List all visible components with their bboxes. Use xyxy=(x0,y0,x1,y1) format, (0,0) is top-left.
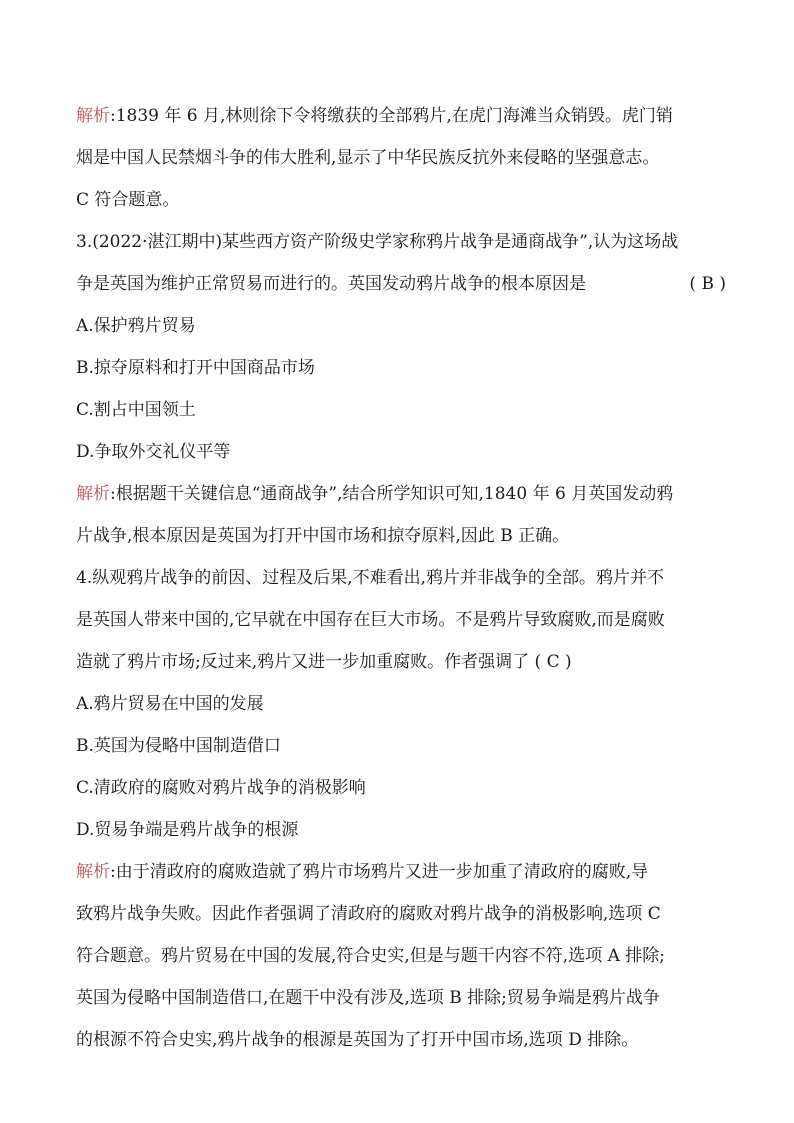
q3-stem-line-2: 争是英国为维护正常贸易而进行的。英国发动鸦片战争的根本原因是 ( B ) xyxy=(76,274,726,294)
q4-analysis-line-5: 的根源不符合史实,鸦片战争的根源是英国为了打开中国市场,选项 D 排除。 xyxy=(76,1030,639,1050)
q3-option-b: B.掠夺原料和打开中国商品市场 xyxy=(76,358,315,378)
q4-option-c: C.清政府的腐败对鸦片战争的消极影响 xyxy=(76,778,366,798)
q4-analysis-line-2: 致鸦片战争失败。因此作者强调了清政府的腐败对鸦片战争的消极影响,选项 C xyxy=(76,904,661,924)
q4-option-a: A.鸦片贸易在中国的发展 xyxy=(76,694,264,714)
q4-analysis-line-4: 英国为侵略中国制造借口,在题干中没有涉及,选项 B 排除;贸易争端是鸦片战争 xyxy=(76,988,660,1008)
q3-answer: ( B ) xyxy=(689,274,726,294)
q2-analysis-line-1: 解析:1839 年 6 月,林则徐下令将缴获的全部鸦片,在虎门海滩当众销毁。虎门销 xyxy=(76,106,673,126)
q3-analysis-line-1: 解析:根据题干关键信息“通商战争”,结合所学知识可知,1840 年 6 月英国发动鸦 xyxy=(76,484,674,504)
q3-stem-line-1: 3.(2022·湛江期中)某些西方资产阶级史学家称鸦片战争是通商战争”,认为这场战 xyxy=(76,232,679,252)
q4-stem-line-1: 4.纵观鸦片战争的前因、过程及后果,不难看出,鸦片并非战争的全部。鸦片并不 xyxy=(76,568,665,588)
q2-analysis-line-3: C 符合题意。 xyxy=(76,190,180,210)
q4-analysis-line-3: 符合题意。鸦片贸易在中国的发展,符合史实,但是与题干内容不符,选项 A 排除; xyxy=(76,946,666,966)
q3-analysis-line-2: 片战争,根本原因是英国为打开中国市场和掠夺原料,因此 B 正确。 xyxy=(76,526,570,546)
q4-option-d: D.贸易争端是鸦片战争的根源 xyxy=(76,820,299,840)
q4-stem-line-3: 造就了鸦片市场;反过来,鸦片又进一步加重腐败。作者强调了 ( C ) xyxy=(76,652,572,672)
q4-option-b: B.英国为侵略中国制造借口 xyxy=(76,736,281,756)
q3-option-c: C.割占中国领土 xyxy=(76,400,196,420)
q3-option-a: A.保护鸦片贸易 xyxy=(76,316,196,336)
analysis-label: 解析 xyxy=(76,106,110,126)
analysis-label: 解析 xyxy=(76,484,110,504)
q2-analysis-line-2: 烟是中国人民禁烟斗争的伟大胜利,显示了中华民族反抗外来侵略的坚强意志。 xyxy=(76,148,660,168)
q4-analysis-line-1: 解析:由于清政府的腐败造就了鸦片市场鸦片又进一步加重了清政府的腐败,导 xyxy=(76,862,649,882)
analysis-label: 解析 xyxy=(76,862,110,882)
q3-option-d: D.争取外交礼仪平等 xyxy=(76,442,231,462)
q4-stem-line-2: 是英国人带来中国的,它早就在中国存在巨大市场。不是鸦片导致腐败,而是腐败 xyxy=(76,610,665,630)
